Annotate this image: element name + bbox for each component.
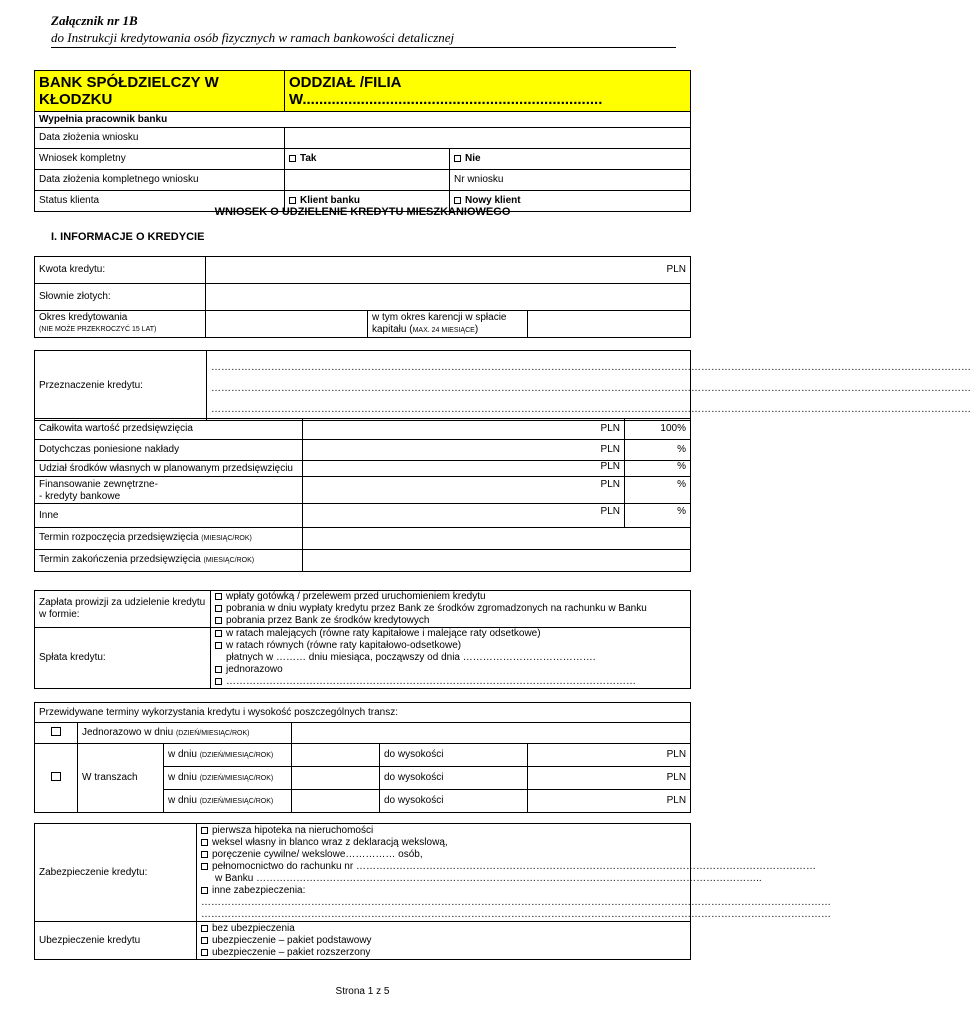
- branch-field[interactable]: ODDZIAŁ /FILIA W........................................................................: [285, 71, 691, 112]
- purpose-label: Przeznaczenie kredytu:: [35, 351, 207, 421]
- single-label: Jednorazowo w dniu (DZIEŃ/MIESIĄC/ROK): [78, 723, 292, 744]
- client-bank-option[interactable]: Klient banku: [285, 191, 450, 212]
- own-funds-percent[interactable]: %: [625, 461, 691, 477]
- security-option-other[interactable]: inne zabezpieczenia:: [201, 885, 686, 897]
- credit-info-table: [34, 256, 691, 338]
- checkbox-icon[interactable]: [201, 887, 208, 894]
- checkbox-icon[interactable]: [201, 949, 208, 956]
- tranches-table: [34, 702, 691, 813]
- tranche-1-date-label: w dniu (DZIEŃ/MIESIĄC/ROK): [164, 744, 292, 767]
- tranche-2-date-field[interactable]: [292, 767, 380, 790]
- purpose-table: [34, 350, 971, 421]
- end-date-field[interactable]: [303, 550, 691, 572]
- financing-table: [34, 418, 691, 572]
- complete-no-option[interactable]: Nie: [450, 149, 691, 170]
- commission-option-account[interactable]: pobrania w dniu wypłaty kredytu przez Bank ze środków zgromadzonych na rachunku w Banku: [215, 603, 686, 615]
- checkbox-icon[interactable]: [51, 772, 61, 781]
- amount-label: Kwota kredytu:: [35, 257, 206, 284]
- checkbox-icon[interactable]: [215, 678, 222, 685]
- start-date-label: Termin rozpoczęcia przedsięwzięcia (MIESIĄC/ROK): [35, 528, 303, 550]
- tranche-2-amount-field[interactable]: PLN: [528, 767, 691, 790]
- header-divider: [51, 47, 676, 48]
- incurred-field[interactable]: PLN: [303, 440, 625, 461]
- form-title: WNIOSEK O UDZIELENIE KREDYTU MIESZKANIOWEGO: [214, 206, 511, 218]
- insurance-option-basic[interactable]: ubezpieczenie – pakiet podstawowy: [201, 935, 686, 947]
- other-field[interactable]: PLN: [303, 504, 625, 528]
- other-label: Inne: [35, 504, 303, 528]
- total-value-label: Całkowita wartość przedsięwzięcia: [35, 419, 303, 440]
- own-funds-label: Udział środków własnych w planowanym przedsięwzięciu: [35, 461, 303, 477]
- fill-by-bank-note: Wypełnia pracownik banku: [35, 112, 691, 128]
- commission-option-credit[interactable]: pobrania przez Bank ze środków kredytowych: [215, 615, 686, 627]
- grace-field[interactable]: [528, 311, 691, 338]
- complete-date-field[interactable]: [285, 170, 450, 191]
- repayment-label: Spłata kredytu:: [35, 628, 211, 689]
- tranches-checkbox-cell[interactable]: [35, 744, 78, 813]
- security-option-promissory[interactable]: weksel własny in blanco wraz z deklaracją wekslową,: [201, 837, 686, 849]
- checkbox-icon[interactable]: [289, 155, 296, 162]
- other-percent[interactable]: %: [625, 504, 691, 528]
- submission-date-field[interactable]: [285, 128, 691, 149]
- checkbox-icon[interactable]: [215, 630, 222, 637]
- tranche-3-date-label: w dniu (DZIEŃ/MIESIĄC/ROK): [164, 790, 292, 813]
- tranche-1-date-field[interactable]: [292, 744, 380, 767]
- checkbox-icon[interactable]: [454, 197, 461, 204]
- checkbox-icon[interactable]: [215, 605, 222, 612]
- amount-field[interactable]: PLN: [206, 257, 691, 284]
- repayment-option-other[interactable]: ……………………………………………………………………………………………………………: [215, 676, 686, 688]
- commission-options: [211, 591, 691, 628]
- commission-option-cash[interactable]: wpłaty gotówką / przelewem przed uruchomieniem kredytu: [215, 591, 686, 603]
- repayment-options: [211, 628, 691, 689]
- total-value-percent: 100%: [625, 419, 691, 440]
- grace-label: w tym okres karencji w spłacie kapitału (MAX. 24 MIESIĄCE): [368, 311, 528, 338]
- start-date-field[interactable]: [303, 528, 691, 550]
- checkbox-icon[interactable]: [454, 155, 461, 162]
- complete-date-label: Data złożenia kompletnego wniosku: [35, 170, 285, 191]
- attachment-subtitle: do Instrukcji kredytowania osób fizycznych w ramach bankowości detalicznej: [51, 30, 455, 45]
- submission-date-label: Data złożenia wniosku: [35, 128, 285, 149]
- incurred-label: Dotychczas poniesione nakłady: [35, 440, 303, 461]
- repayment-option-decreasing[interactable]: w ratach malejących (równe raty kapitałowe i malejące raty odsetkowe): [215, 628, 686, 640]
- commission-repayment-table: [34, 590, 691, 689]
- tranche-2-amount-label: do wysokości: [380, 767, 528, 790]
- checkbox-icon[interactable]: [51, 727, 61, 736]
- checkbox-icon[interactable]: [201, 925, 208, 932]
- checkbox-icon[interactable]: [201, 827, 208, 834]
- amount-words-field[interactable]: [206, 284, 691, 311]
- period-label: Okres kredytowania (NIE MOŻE PRZEKROCZYĆ 15 LAT): [35, 311, 206, 338]
- security-option-power-of-attorney[interactable]: pełnomocnictwo do rachunku nr …………………………………………………………………………………………………………………………: [201, 861, 686, 873]
- checkbox-icon[interactable]: [215, 617, 222, 624]
- section-credit-info: I. INFORMACJE O KREDYCIE: [51, 231, 205, 243]
- checkbox-icon[interactable]: [215, 666, 222, 673]
- checkbox-icon[interactable]: [201, 851, 208, 858]
- own-funds-field[interactable]: PLN: [303, 461, 625, 477]
- insurance-label: Ubezpieczenie kredytu: [35, 922, 197, 960]
- tranche-3-amount-field[interactable]: PLN: [528, 790, 691, 813]
- amount-words-label: Słownie złotych:: [35, 284, 206, 311]
- security-option-guarantee[interactable]: poręczenie cywilne/ wekslowe…………… osób,: [201, 849, 686, 861]
- bank-info-table: [34, 70, 691, 212]
- application-number-field[interactable]: Nr wniosku: [450, 170, 691, 191]
- purpose-field[interactable]: ………………………………………………………………………………………………………………………………………………………………………………………………………… ………………………………………………………………………………………………………………………………………………………………………………………………………… …………………………………………………………………………………………………………………………………………………………………………………………………………: [207, 351, 691, 421]
- insurance-option-extended[interactable]: ubezpieczenie – pakiet rozszerzony: [201, 947, 686, 959]
- security-other-field[interactable]: ………………………………………………………………………………………………………………………………………………………………………: [201, 897, 831, 908]
- external-percent[interactable]: %: [625, 477, 691, 504]
- tranche-1-amount-label: do wysokości: [380, 744, 528, 767]
- security-insurance-table: [34, 823, 831, 960]
- period-field[interactable]: [206, 311, 368, 338]
- security-label: Zabezpieczenie kredytu:: [35, 824, 197, 922]
- tranche-1-amount-field[interactable]: PLN: [528, 744, 691, 767]
- commission-label: Zapłata prowizji za udzielenie kredytu w formie:: [35, 591, 211, 628]
- tranches-heading: Przewidywane terminy wykorzystania kredytu i wysokość poszczególnych transz:: [35, 703, 691, 723]
- client-status-label: Status klienta: [35, 191, 285, 212]
- attachment-number: Załącznik nr 1B: [51, 13, 138, 28]
- total-value-field[interactable]: PLN: [303, 419, 625, 440]
- repayment-day-field[interactable]: płatnych w ……… dniu miesiąca, począwszy od dnia ………………………………….: [226, 652, 596, 663]
- security-other-field[interactable]: ………………………………………………………………………………………………………………………………………………………………………: [201, 909, 831, 920]
- insurance-option-none[interactable]: bez ubezpieczenia: [201, 923, 686, 935]
- external-field[interactable]: PLN: [303, 477, 625, 504]
- checkbox-icon[interactable]: [201, 937, 208, 944]
- complete-yes-option[interactable]: Tak: [285, 149, 450, 170]
- insurance-options: [197, 922, 691, 960]
- tranche-2-date-label: w dniu (DZIEŃ/MIESIĄC/ROK): [164, 767, 292, 790]
- complete-label: Wniosek kompletny: [35, 149, 285, 170]
- single-date-field[interactable]: [292, 723, 691, 744]
- checkbox-icon[interactable]: [201, 839, 208, 846]
- checkbox-icon[interactable]: [201, 863, 208, 870]
- new-client-option[interactable]: Nowy klient: [450, 191, 691, 212]
- checkbox-icon[interactable]: [215, 593, 222, 600]
- security-option-mortgage[interactable]: pierwsza hipoteka na nieruchomości: [201, 825, 686, 837]
- tranche-3-amount-label: do wysokości: [380, 790, 528, 813]
- security-bank-field[interactable]: w Banku ……………………………………………………………………………………………………………………………………..: [215, 873, 762, 884]
- end-date-label: Termin zakończenia przedsięwzięcia (MIESIĄC/ROK): [35, 550, 303, 572]
- security-options: [197, 824, 831, 922]
- tranche-3-date-field[interactable]: [292, 790, 380, 813]
- repayment-option-equal[interactable]: w ratach równych (równe raty kapitałowo-odsetkowe): [215, 640, 686, 652]
- incurred-percent[interactable]: %: [625, 440, 691, 461]
- external-label: Finansowanie zewnętrzne- - kredyty bankowe: [35, 477, 303, 504]
- page-number: Strona 1 z 5: [335, 986, 390, 997]
- checkbox-icon[interactable]: [289, 197, 296, 204]
- repayment-option-single[interactable]: jednorazowo: [215, 664, 686, 676]
- single-checkbox-cell[interactable]: [35, 723, 78, 744]
- tranches-label: W transzach: [78, 744, 164, 813]
- bank-name: BANK SPÓŁDZIELCZY W KŁODZKU: [35, 71, 285, 112]
- checkbox-icon[interactable]: [215, 642, 222, 649]
